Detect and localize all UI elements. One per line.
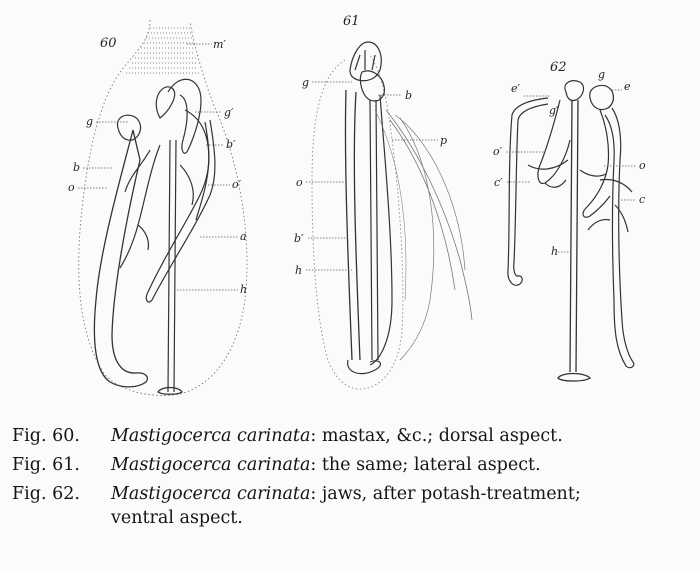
- label-60-o: o: [68, 181, 75, 194]
- label-62-g-prime: g′: [549, 104, 559, 117]
- label-61-g: g: [302, 76, 310, 89]
- caption-species: Mastigocerca carinata: [111, 455, 311, 475]
- caption-fig-62-continuation: [12, 506, 243, 530]
- caption-species: Mastigocerca carinata: [111, 484, 311, 504]
- label-62-g: g: [598, 68, 606, 81]
- figure-60-labels: [68, 38, 247, 296]
- label-62-e: e: [624, 80, 631, 93]
- figure-61-drawing: [312, 42, 472, 389]
- figure-62-number: [550, 60, 567, 75]
- caption-text: : the same; lateral aspect.: [310, 455, 541, 475]
- label-61-o: o: [296, 176, 303, 189]
- label-61-b-prime: b′: [294, 232, 304, 245]
- label-62-o: o: [639, 159, 646, 172]
- caption-fig-60: [12, 424, 563, 448]
- figure-62-labels: [493, 68, 646, 258]
- label-60-o-prime: o′: [232, 178, 242, 191]
- label-60-b-prime: b′: [226, 138, 236, 151]
- label-62-e-prime: e′: [511, 82, 521, 95]
- label-62-h: h: [551, 245, 559, 258]
- label-61-b: b: [405, 89, 413, 102]
- caption-fig-62: [12, 482, 581, 506]
- caption-text: : jaws, after potash-treatment;: [310, 484, 581, 504]
- label-61-h: h: [295, 264, 303, 277]
- label-60-g-prime: g′: [224, 106, 234, 119]
- label-60-b: b: [73, 161, 81, 174]
- label-60-m-prime: m′: [213, 38, 226, 51]
- label-62-o-prime: o′: [493, 145, 503, 158]
- figure-62-number-label: 62: [550, 60, 567, 75]
- label-60-g: g: [86, 115, 94, 128]
- figure-60-number: [100, 36, 117, 51]
- label-60-h: h: [240, 283, 248, 296]
- figure-60-drawing: [79, 20, 247, 396]
- caption-number: Fig. 62.: [12, 484, 80, 504]
- label-61-p: p: [440, 134, 448, 147]
- figure-62-drawing: [508, 81, 634, 381]
- figure-60-number-label: 60: [100, 36, 117, 51]
- caption-text: : mastax, &c.; dorsal aspect.: [310, 426, 563, 446]
- caption-number: Fig. 61.: [12, 455, 80, 475]
- caption-number: Fig. 60.: [12, 426, 80, 446]
- label-60-a: a: [240, 230, 247, 243]
- caption-continuation-text: ventral aspect.: [111, 508, 243, 528]
- caption-fig-61: [12, 453, 541, 477]
- label-62-c: c: [639, 193, 646, 206]
- label-62-c-prime: c′: [494, 176, 503, 189]
- figure-61-number-label: 61: [343, 14, 360, 29]
- figure-61-number: [343, 14, 360, 29]
- caption-species: Mastigocerca carinata: [111, 426, 311, 446]
